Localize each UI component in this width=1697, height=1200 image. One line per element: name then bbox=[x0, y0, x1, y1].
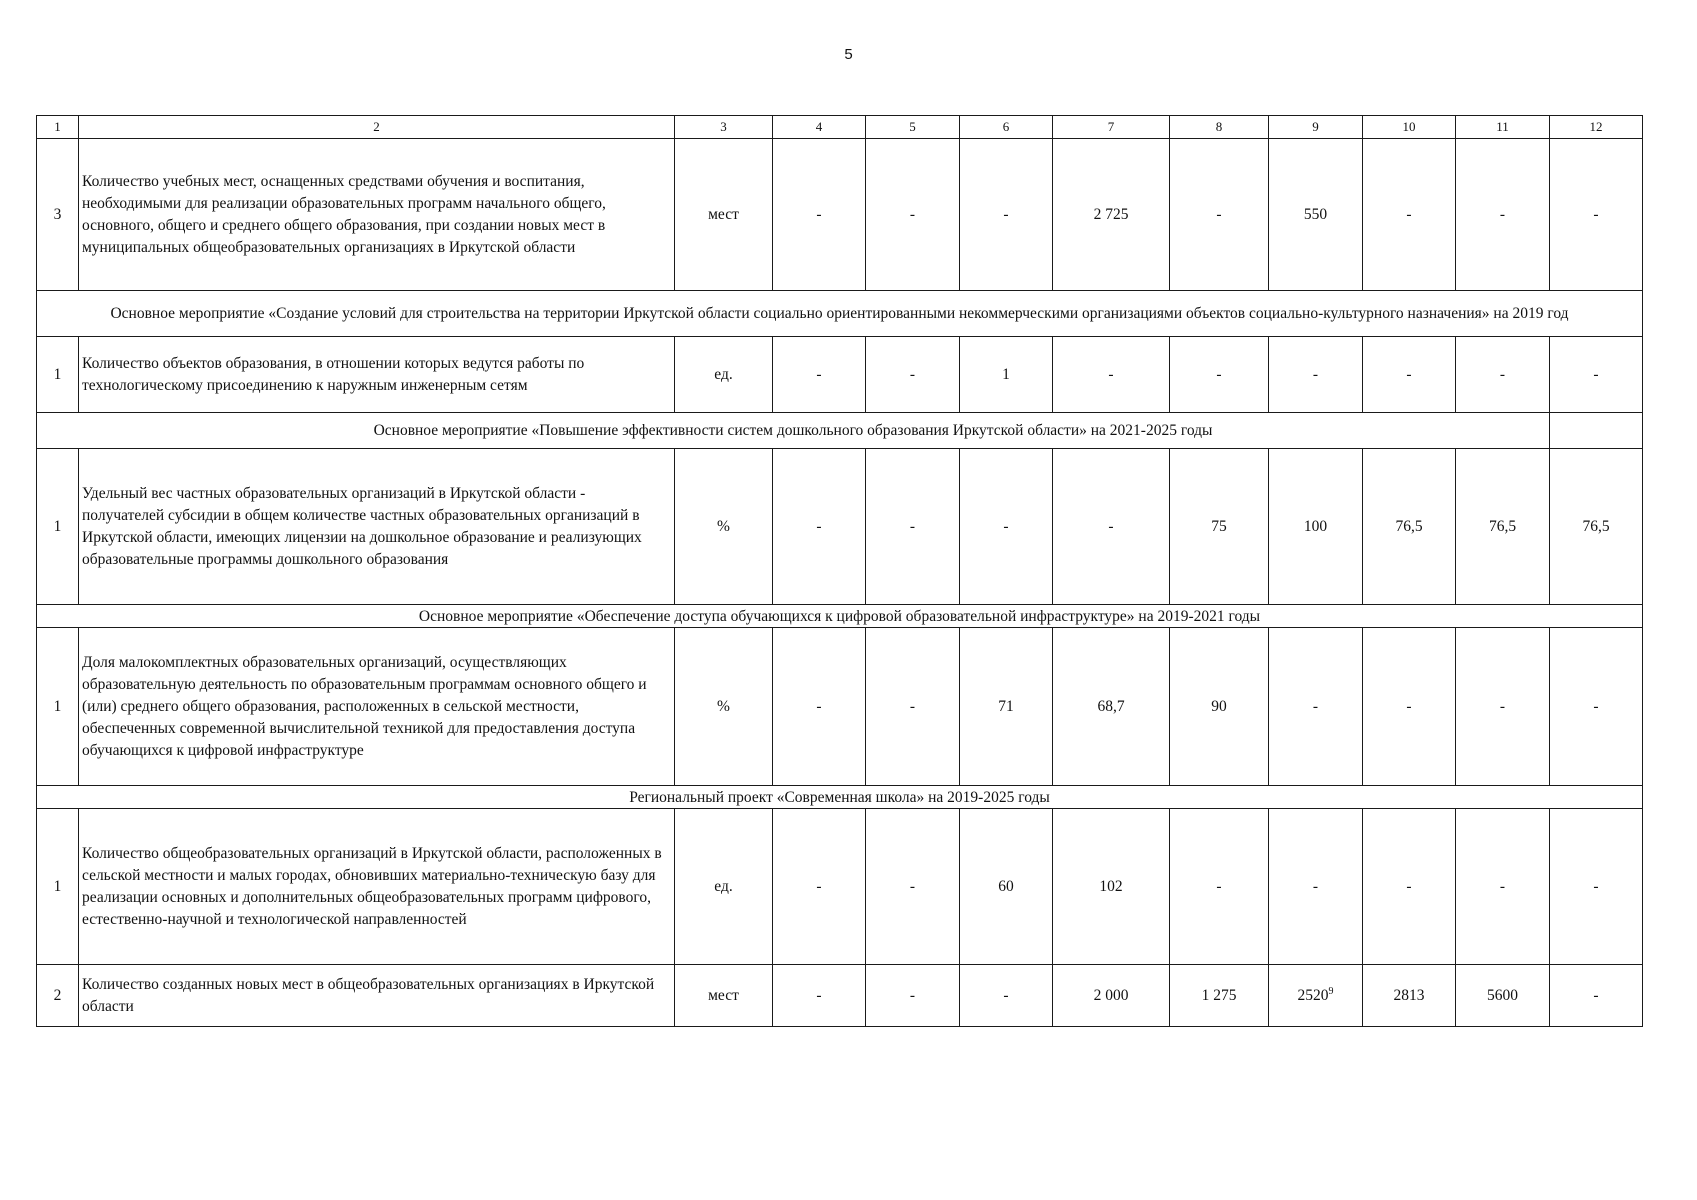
column-header: 6 bbox=[960, 116, 1053, 139]
unit-cell: мест bbox=[675, 139, 773, 291]
value-cell: - bbox=[960, 965, 1053, 1027]
section-title: Региональный проект «Современная школа» на 2019-2025 годы bbox=[37, 786, 1643, 809]
value-cell: 76,5 bbox=[1363, 449, 1456, 605]
value-cell: - bbox=[866, 449, 960, 605]
value-cell: - bbox=[1269, 337, 1363, 413]
value-cell: - bbox=[866, 965, 960, 1027]
section-title: Основное мероприятие «Повышение эффективности систем дошкольного образования Иркутской области» на 2021-2025 годы bbox=[37, 413, 1550, 449]
column-header: 11 bbox=[1456, 116, 1550, 139]
table-row bbox=[37, 628, 1643, 786]
value-cell: - bbox=[773, 965, 866, 1027]
value-cell: 90 bbox=[1170, 628, 1269, 786]
row-number: 1 bbox=[37, 449, 79, 605]
value-cell: - bbox=[1363, 628, 1456, 786]
value-cell: - bbox=[1363, 809, 1456, 965]
value-cell: - bbox=[1269, 809, 1363, 965]
indicator-description: Количество объектов образования, в отношении которых ведутся работы по технологическому присоединению к наружным инженерным сетям bbox=[79, 337, 675, 413]
column-header: 5 bbox=[866, 116, 960, 139]
column-header: 4 bbox=[773, 116, 866, 139]
value-cell: - bbox=[1363, 139, 1456, 291]
indicators-table bbox=[36, 115, 1643, 1027]
row-number: 3 bbox=[37, 139, 79, 291]
column-header: 1 bbox=[37, 116, 79, 139]
value-cell: 2 000 bbox=[1053, 965, 1170, 1027]
row-number: 2 bbox=[37, 965, 79, 1027]
column-header: 8 bbox=[1170, 116, 1269, 139]
value-cell: 100 bbox=[1269, 449, 1363, 605]
value-cell: - bbox=[866, 337, 960, 413]
row-number: 1 bbox=[37, 809, 79, 965]
unit-cell: ед. bbox=[675, 337, 773, 413]
page-number: 5 bbox=[844, 46, 853, 63]
table-row bbox=[37, 337, 1643, 413]
value-cell: - bbox=[1170, 139, 1269, 291]
value-cell: - bbox=[866, 628, 960, 786]
unit-cell: ед. bbox=[675, 809, 773, 965]
value-cell: - bbox=[1550, 965, 1643, 1027]
value-cell: - bbox=[1550, 628, 1643, 786]
column-header: 12 bbox=[1550, 116, 1643, 139]
value-cell: 76,5 bbox=[1550, 449, 1643, 605]
footnote-marker: 9 bbox=[1328, 985, 1334, 997]
value-cell: - bbox=[1170, 337, 1269, 413]
value-cell: - bbox=[1550, 809, 1643, 965]
value-cell: - bbox=[773, 628, 866, 786]
value-cell: 75 bbox=[1170, 449, 1269, 605]
value-cell: - bbox=[866, 809, 960, 965]
value-cell: - bbox=[773, 139, 866, 291]
empty-cell bbox=[1550, 413, 1643, 449]
table-row bbox=[37, 449, 1643, 605]
value-cell: 1 bbox=[960, 337, 1053, 413]
indicator-description: Количество учебных мест, оснащенных средствами обучения и воспитания, необходимыми для реализации образовательных программ начального общего, основного, общего и среднего общего образования, при создании новых мест в муниципальных общеобразовательных организациях в Иркутской области bbox=[79, 139, 675, 291]
section-title: Основное мероприятие «Создание условий для строительства на территории Иркутской области социально ориентированными некоммерческими организациями объектов социально-культурного назначения» на 2019 год bbox=[37, 291, 1643, 337]
unit-cell: % bbox=[675, 628, 773, 786]
value-cell: - bbox=[1363, 337, 1456, 413]
value-cell: 2813 bbox=[1363, 965, 1456, 1027]
value-cell: - bbox=[1456, 809, 1550, 965]
section-row bbox=[37, 291, 1643, 337]
value-cell: - bbox=[1170, 809, 1269, 965]
value-cell: - bbox=[1456, 337, 1550, 413]
table-row bbox=[37, 965, 1643, 1027]
indicator-description: Доля малокомплектных образовательных организаций, осуществляющих образовательную деятельность по образовательным программам основного общего и (или) среднего общего образования, расположенных в сельской местности, обеспеченных современной вычислительной техникой для предоставления доступа обучающихся к цифровой инфраструктуре bbox=[79, 628, 675, 786]
value-cell: - bbox=[1053, 449, 1170, 605]
value-cell: - bbox=[1269, 628, 1363, 786]
section-title: Основное мероприятие «Обеспечение доступа обучающихся к цифровой образовательной инфраструктуре» на 2019-2021 годы bbox=[37, 605, 1643, 628]
indicator-description: Количество общеобразовательных организаций в Иркутской области, расположенных в сельской местности и малых городах, обновивших материально-техническую базу для реализации основных и дополнительных общеобразовательных программ цифрового, естественно-научной и технологической направленностей bbox=[79, 809, 675, 965]
value-cell: - bbox=[866, 139, 960, 291]
value-cell: 2 725 bbox=[1053, 139, 1170, 291]
table-row bbox=[37, 139, 1643, 291]
value-cell: 68,7 bbox=[1053, 628, 1170, 786]
section-row bbox=[37, 605, 1643, 628]
value-cell: 102 bbox=[1053, 809, 1170, 965]
header-row bbox=[37, 116, 1643, 139]
value-text: 2520 bbox=[1297, 986, 1329, 1004]
value-cell: - bbox=[1550, 139, 1643, 291]
indicator-description: Количество созданных новых мест в общеобразовательных организациях в Иркутской области bbox=[79, 965, 675, 1027]
section-row bbox=[37, 786, 1643, 809]
unit-cell: мест bbox=[675, 965, 773, 1027]
column-header: 3 bbox=[675, 116, 773, 139]
value-cell: - bbox=[773, 337, 866, 413]
value-cell: 71 bbox=[960, 628, 1053, 786]
value-cell-with-footnote bbox=[1269, 965, 1363, 1027]
value-cell: - bbox=[1456, 628, 1550, 786]
section-row bbox=[37, 413, 1643, 449]
value-cell: - bbox=[960, 139, 1053, 291]
value-cell: - bbox=[1456, 139, 1550, 291]
row-number: 1 bbox=[37, 628, 79, 786]
column-header: 7 bbox=[1053, 116, 1170, 139]
unit-cell: % bbox=[675, 449, 773, 605]
column-header: 2 bbox=[79, 116, 675, 139]
table-row bbox=[37, 809, 1643, 965]
value-cell: - bbox=[773, 449, 866, 605]
value-cell: - bbox=[960, 449, 1053, 605]
indicator-description: Удельный вес частных образовательных организаций в Иркутской области - получателей субсидии в общем количестве частных образовательных организаций в Иркутской области, имеющих лицензии на дошкольное образование и реализующих образовательные программы дошкольного образования bbox=[79, 449, 675, 605]
value-cell: 550 bbox=[1269, 139, 1363, 291]
row-number: 1 bbox=[37, 337, 79, 413]
value-cell: - bbox=[1550, 337, 1643, 413]
value-cell: 60 bbox=[960, 809, 1053, 965]
value-cell: 76,5 bbox=[1456, 449, 1550, 605]
value-cell: - bbox=[773, 809, 866, 965]
value-cell: - bbox=[1053, 337, 1170, 413]
value-cell: 1 275 bbox=[1170, 965, 1269, 1027]
column-header: 9 bbox=[1269, 116, 1363, 139]
value-cell: 5600 bbox=[1456, 965, 1550, 1027]
column-header: 10 bbox=[1363, 116, 1456, 139]
